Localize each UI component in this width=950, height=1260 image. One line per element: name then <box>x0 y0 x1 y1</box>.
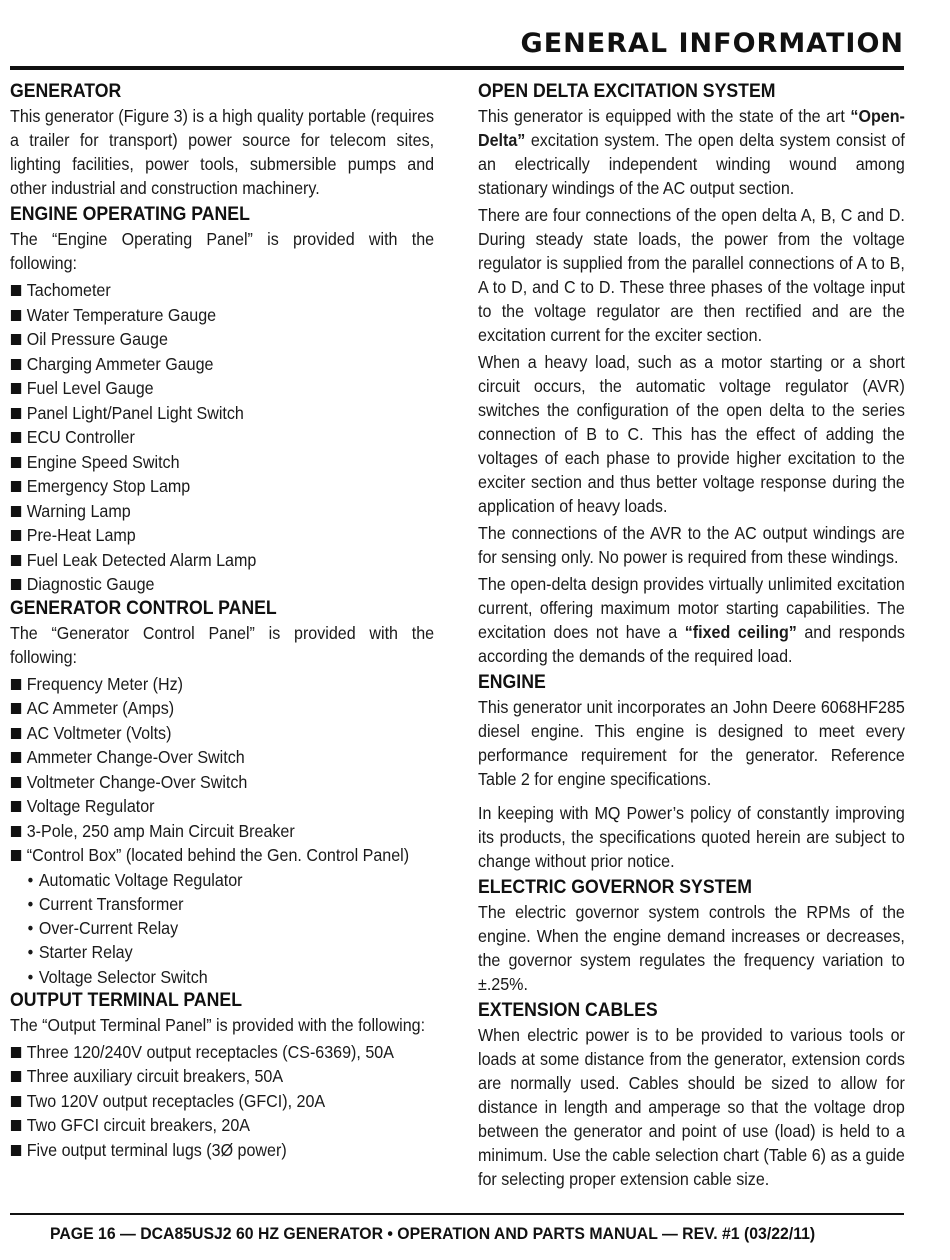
list-item: Tachometer <box>10 278 434 303</box>
list-item: Voltmeter Change-Over Switch <box>10 770 434 795</box>
list-item: Diagnostic Gauge <box>10 572 434 597</box>
open-delta-heading: OPEN DELTA EXCITATION SYSTEM <box>478 81 776 102</box>
generator-text: This generator (Figure 3) is a high quality portable (requires a trailer for transport) power source for telecom sites, lighting facilities, power tools, submersible pumps and other industrial and construction machinery. <box>10 106 435 198</box>
list-item: Frequency Meter (Hz) <box>10 672 434 697</box>
engine-heading: ENGINE <box>478 672 546 693</box>
engine-panel-intro: The “Engine Operating Panel” is provided with the following: <box>10 229 435 273</box>
open-delta-p5 <box>478 572 905 668</box>
governor-p1: The electric governor system controls the RPMs of the engine. When the engine demand increases or decreases, the governor system regulates the frequency variation to ±.25%. <box>478 902 905 994</box>
text-span: This generator is equipped with the state of the art <box>478 106 851 126</box>
list-item: 3-Pole, 250 amp Main Circuit Breaker <box>10 819 434 844</box>
governor-heading: ELECTRIC GOVERNOR SYSTEM <box>478 877 752 898</box>
output-panel-intro: The “Output Terminal Panel” is provided with the following: <box>10 1014 426 1035</box>
list-item: Warning Lamp <box>10 499 434 524</box>
list-item: Ammeter Change-Over Switch <box>10 745 434 770</box>
control-panel-heading: GENERATOR CONTROL PANEL <box>10 597 277 619</box>
sub-list-item: • Current Transformer <box>10 892 434 916</box>
list-item: Charging Ammeter Gauge <box>10 352 434 377</box>
left-column <box>10 80 434 1162</box>
control-panel-intro: The “Generator Control Panel” is provided with the following: <box>10 622 435 667</box>
list-item: Oil Pressure Gauge <box>10 327 434 352</box>
list-item: Fuel Leak Detected Alarm Lamp <box>10 548 434 573</box>
text-span: excitation system. The open delta system consist of an electrically independent winding wound among stationary windings of the AC output section. <box>478 130 905 198</box>
engine-panel-list <box>10 278 434 597</box>
list-item: Three auxiliary circuit breakers, 50A <box>10 1064 434 1089</box>
sub-list-item: • Voltage Selector Switch <box>10 965 434 989</box>
list-item: AC Ammeter (Amps) <box>10 696 434 721</box>
list-item: AC Voltmeter (Volts) <box>10 721 434 746</box>
engine-p1: This generator unit incorporates an John Deere 6068HF285 diesel engine. This engine is designed to meet every performance requirement for the generator. Reference Table 2 for engine specifications. <box>478 697 905 789</box>
list-item: Pre-Heat Lamp <box>10 523 434 548</box>
cables-p1: When electric power is to be provided to various tools or loads at some distance from the generator, extension cords are normally used. Cables should be sized to allow for distance in length and amperage so that the voltage drop between the generator and point of use (load) is held to a minimum. Use the cable selection chart (Table 6) as a guide for selecting proper extension cable size. <box>478 1025 905 1189</box>
list-item: Voltage Regulator <box>10 794 434 819</box>
list-item: Panel Light/Panel Light Switch <box>10 401 434 426</box>
output-panel-heading: OUTPUT TERMINAL PANEL <box>10 989 243 1011</box>
bold-term: “Open-Delta” <box>478 106 905 150</box>
list-item: ECU Controller <box>10 425 434 450</box>
control-panel-list <box>10 672 434 868</box>
open-delta-p1 <box>478 104 905 200</box>
engine-p2: In keeping with MQ Power’s policy of constantly improving its products, the specifications quoted herein are subject to change without prior notice. <box>478 803 905 871</box>
list-item: Fuel Level Gauge <box>10 376 434 401</box>
sub-list-item: • Over-Current Relay <box>10 916 434 940</box>
page-title: GENERAL INFORMATION <box>520 28 904 59</box>
list-item: Five output terminal lugs (3Ø power) <box>10 1138 434 1163</box>
list-item: Engine Speed Switch <box>10 450 434 475</box>
engine-panel-heading: ENGINE OPERATING PANEL <box>10 204 250 225</box>
generator-heading: GENERATOR <box>10 81 122 102</box>
right-column <box>478 80 905 1194</box>
list-item: Three 120/240V output receptacles (CS-6369), 50A <box>10 1040 434 1065</box>
bold-term: “fixed ceiling” <box>684 622 797 642</box>
open-delta-p2: There are four connections of the open delta A, B, C and D. During steady state loads, the power from the voltage regulator is supplied from the parallel connections of A to B, A to D, and C to D. These three phases of the voltage input to the voltage regulator are then rectified and are the excitation current for the exciter section. <box>478 205 905 345</box>
list-item: Emergency Stop Lamp <box>10 474 434 499</box>
text-span: The open-delta design provides virtually unlimited excitation current, offering maximum motor starting capabilities. The excitation does not have a <box>478 574 905 642</box>
list-item: “Control Box” (located behind the Gen. Control Panel) <box>10 843 434 868</box>
sub-list-item: • Automatic Voltage Regulator <box>10 868 434 892</box>
control-box-sublist <box>10 868 434 989</box>
open-delta-p3: When a heavy load, such as a motor starting or a short circuit occurs, the automatic voltage regulator (AVR) switches the configuration of the open delta to the series connection of B to C. This has the effect of adding the voltages of each phase to provide higher excitation to the exciter section and thus better voltage response during the application of heavy loads. <box>478 352 905 516</box>
cables-heading: EXTENSION CABLES <box>478 1000 658 1021</box>
list-item: Two GFCI circuit breakers, 20A <box>10 1113 434 1138</box>
header-rule <box>10 66 904 70</box>
text-span: and responds according the demands of the required load. <box>478 622 905 666</box>
footer-rule <box>10 1213 904 1215</box>
list-item: Two 120V output receptacles (GFCI), 20A <box>10 1089 434 1114</box>
output-panel-list <box>10 1040 434 1163</box>
list-item: Water Temperature Gauge <box>10 303 434 328</box>
page-footer: PAGE 16 — DCA85USJ2 60 HZ GENERATOR • OPERATION AND PARTS MANUAL — REV. #1 (03/22/11) <box>50 1224 816 1243</box>
open-delta-p4: The connections of the AVR to the AC output windings are for sensing only. No power is required from these windings. <box>478 523 905 567</box>
sub-list-item: • Starter Relay <box>10 940 434 964</box>
